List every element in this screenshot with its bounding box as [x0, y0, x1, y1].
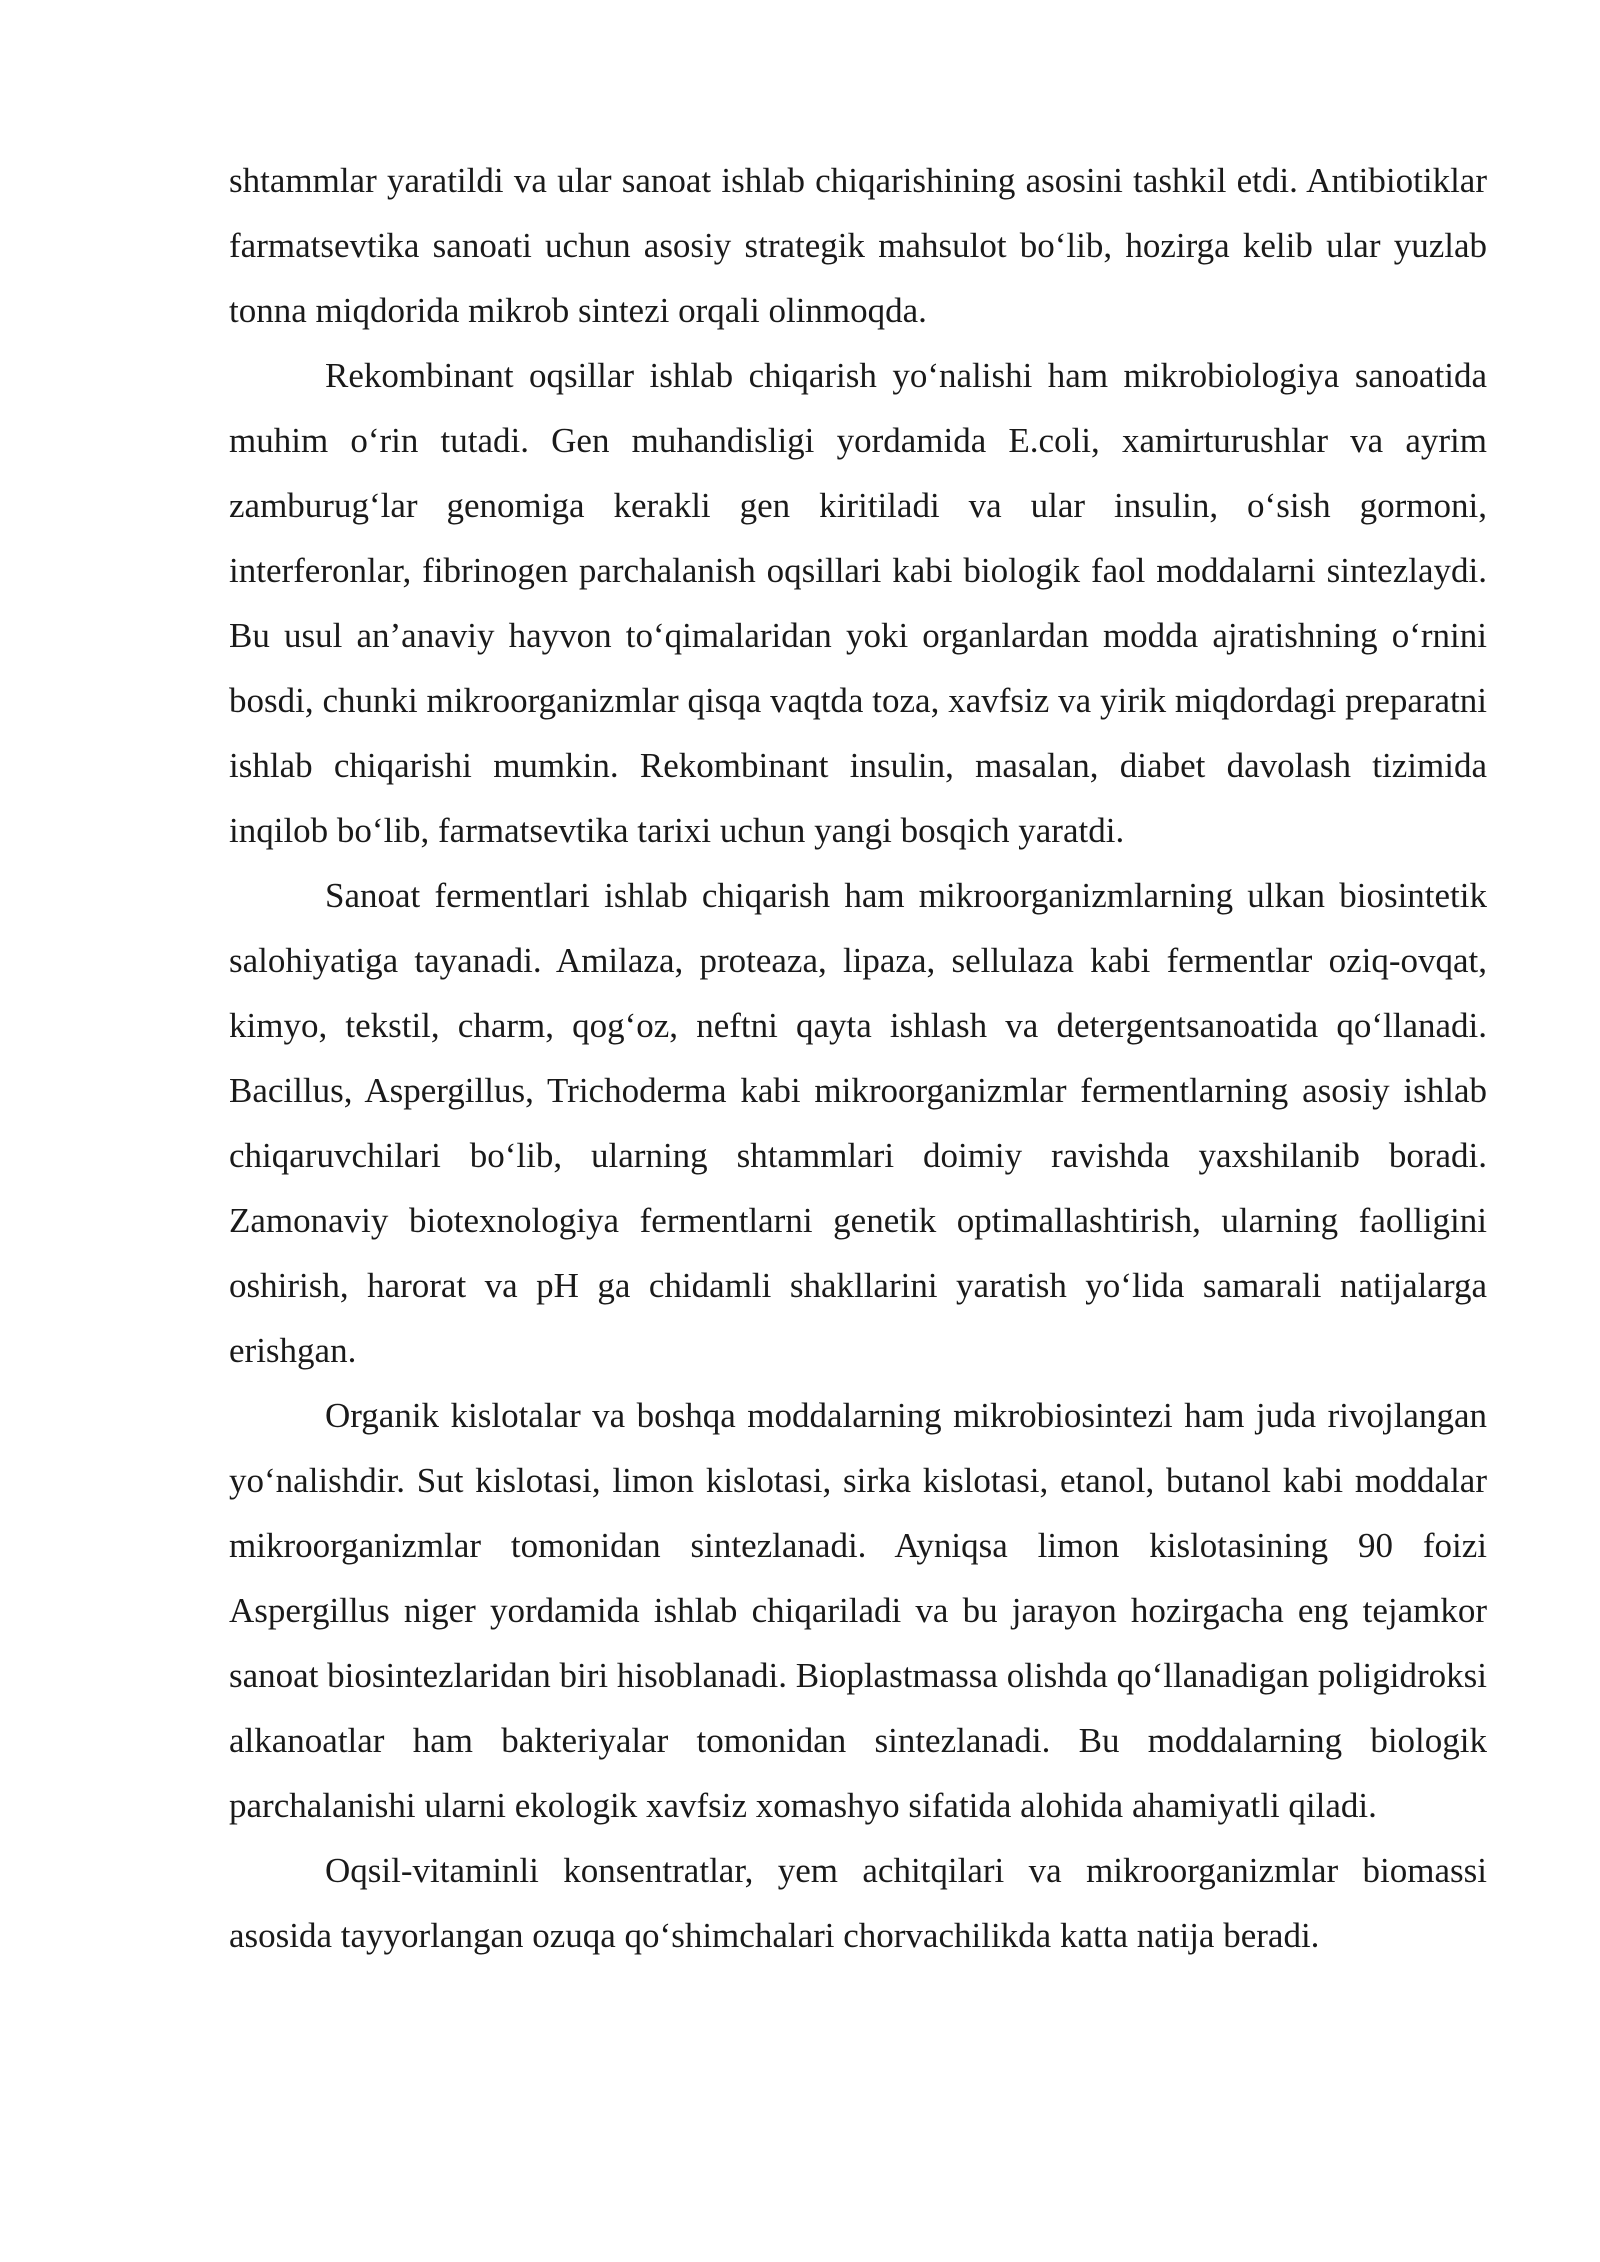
paragraph-protein-vitamin-concentrates: Oqsil-vitaminli konsentratlar, yem achitqilari va mikroorganizmlar biomassi asosida tayyorlangan ozuqa qo‘shimchalari chorvachilikda katta natija beradi. [229, 1851, 1487, 1955]
paragraph-antibiotics-continued: shtammlar yaratildi va ular sanoat ishlab chiqarishining asosini tashkil etdi. Antibiotiklar farmatsevtika sanoati uchun asosiy strategik mahsulot bo‘lib, hozirga kelib ular yuzlab tonna miqdorida mikrob sintezi orqali olinmoqda. [229, 161, 1487, 330]
paragraph-recombinant-proteins: Rekombinant oqsillar ishlab chiqarish yo‘nalishi ham mikrobiologiya sanoatida muhim o‘rin tutadi. Gen muhandisligi yordamida E.coli, xamirturushlar va ayrim zamburug‘lar genomiga kerakli gen kiritiladi va ular insulin, o‘sish gormoni, interferonlar, fibrinogen parchalanish oqsillari kabi biologik faol moddalarni sintezlaydi. Bu usul an’anaviy hayvon to‘qimalaridan yoki organlardan modda ajratishning o‘rnini bosdi, chunki mikroorganizmlar qisqa vaqtda toza, xavfsiz va yirik miqdordagi preparatni ishlab chiqarishi mumkin. Rekombinant insulin, masalan, diabet davolash tizimida inqilob bo‘lib, farmatsevtika tarixi uchun yangi bosqich yaratdi. [229, 356, 1487, 850]
document-page [229, 148, 1487, 1968]
paragraph-organic-acids: Organik kislotalar va boshqa moddalarning mikrobiosintezi ham juda rivojlangan yo‘nalishdir. Sut kislotasi, limon kislotasi, sirka kislotasi, etanol, butanol kabi moddalar mikroorganizmlar tomonidan sintezlanadi. Ayniqsa limon kislotasining 90 foizi Aspergillus niger yordamida ishlab chiqariladi va bu jarayon hozirgacha eng tejamkor sanoat biosintezlaridan biri hisoblanadi. Bioplastmassa olishda qo‘llanadigan poligidroksi alkanoatlar ham bakteriyalar tomonidan sintezlanadi. Bu moddalarning biologik parchalanishi ularni ekologik xavfsiz xomashyo sifatida alohida ahamiyatli qiladi. [229, 1396, 1487, 1825]
paragraph-industrial-enzymes: Sanoat fermentlari ishlab chiqarish ham mikroorganizmlarning ulkan biosintetik salohiyatiga tayanadi. Amilaza, proteaza, lipaza, sellulaza kabi fermentlar oziq-ovqat, kimyo, tekstil, charm, qog‘oz, neftni qayta ishlash va detergentsanoatida qo‘llanadi. Bacillus, Aspergillus, Trichoderma kabi mikroorganizmlar fermentlarning asosiy ishlab chiqaruvchilari bo‘lib, ularning shtammlari doimiy ravishda yaxshilanib boradi. Zamonaviy biotexnologiya fermentlarni genetik optimallashtirish, ularning faolligini oshirish, harorat va pH ga chidamli shakllarini yaratish yo‘lida samarali natijalarga erishgan. [229, 876, 1487, 1370]
